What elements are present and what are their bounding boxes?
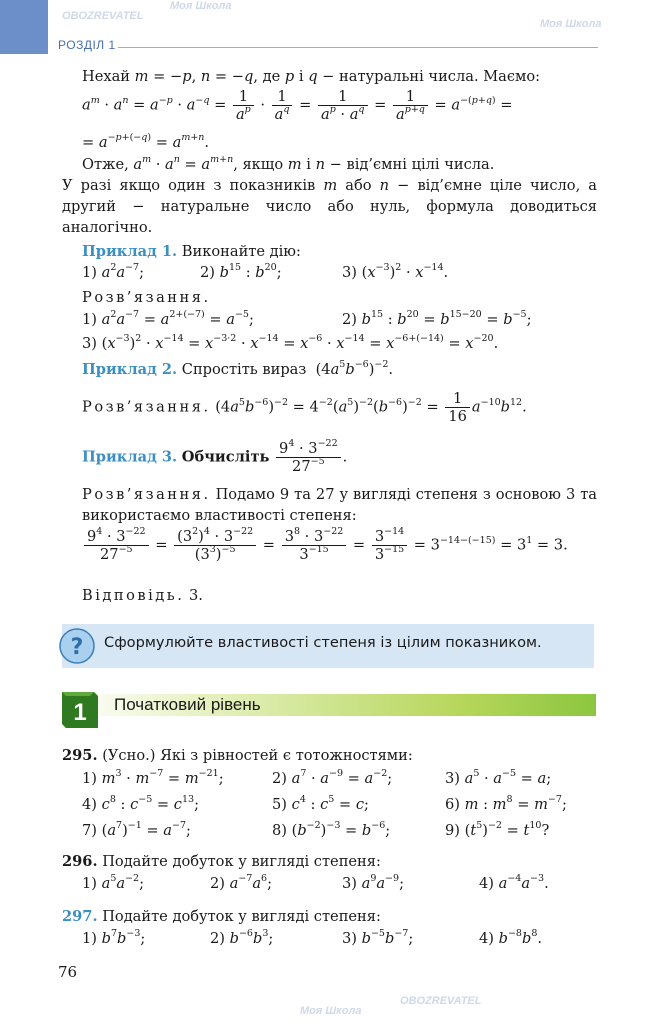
watermark: OBOZREVATEL — [62, 10, 144, 22]
example3-computation: $\frac{9^4 \cdot 3^{-22}}{27^{-5}}$ = $\frac{(3^2)^4 \cdot 3^{-22}}{(3^3)^{-5}}$ = $\frac{3^8 \cdot 3^{-22}}{3^{-15}}$ = $\frac{3^{-14}}{3^{-15}}$ = $3^{-14-(-15)} = 3^1 = 3$. — [82, 528, 597, 563]
level-title: Початковий рівень — [114, 695, 261, 714]
example3-label: Приклад 3. — [82, 448, 178, 466]
exercise-295-heading: 295. (Усно.) Які з рівностей є тотожностями: — [62, 747, 413, 764]
example1-task: Виконайте дію: — [181, 243, 301, 260]
intro-conclusion: Отже, $a^m \cdot a^n = a^{m+n}$, якщо m і n − від’ємні цілі числа. — [82, 154, 495, 173]
example2-heading: Приклад 2. Спростіть вираз $(4a^5b^{-6})^{-2}$. — [82, 359, 394, 378]
example2-task: Спростіть вираз — [181, 361, 307, 378]
section-label: РОЗДІЛ 1 — [58, 38, 116, 52]
exercise-295-row2: 4) $c^8$ : $c^{-5} = c^{13}$; 5) $c^4$ : $c^5 = c$; 6) m : $m^8 = m^{-7}$; — [82, 794, 567, 813]
watermark: Моя Школа — [170, 0, 232, 12]
page-number: 76 — [58, 963, 78, 981]
derivation-line2: = $a^{-p+(-q)} = a^{m+n}$. — [82, 132, 210, 151]
exercise-297-heading: 297. Подайте добуток у вигляді степеня: — [62, 908, 381, 925]
derivation-line1: $a^m \cdot a^n = a^{-p} \cdot a^{-q}$ = $\frac{1}{a^p}$ · $\frac{1}{a^q}$ = $\frac{1}{a^p \cdot a^q}$ = $\frac{1}{a^{p+q}}$ = $a^{-(p+q)}$ = — [82, 88, 513, 123]
watermark: Моя Школа — [540, 18, 602, 30]
corner-tab — [0, 0, 48, 54]
svg-text:?: ? — [70, 635, 84, 660]
example2-solution: Розв’язання. $(4a^5b^{-6})^{-2} = 4^{-2}(a^5)^{-2}(b^{-6})^{-2}$ = $\frac{1}{16}$ $a^{-10}b^{12}$. — [82, 390, 527, 425]
exercise-295-row3: 7) $(a^7)^{-1} = a^{-7}$; 8) $(b^{-2})^{-3} = b^{-6}$; 9) $(t^5)^{-2} = t^{10}$? — [82, 820, 550, 839]
example1-solution-3: 3) $(x^{-3})^2 \cdot x^{-14} = x^{-3\cdot 2} \cdot x^{-14} = x^{-6} \cdot x^{-14} = x^{-6+(-14)} = x^{-20}$. — [82, 333, 499, 352]
section-divider — [118, 47, 598, 48]
example1-label: Приклад 1. — [82, 243, 178, 260]
exercise-297-items: 1) $b^7b^{-3}$; 2) $b^{-6}b^3$; 3) $b^{-5}b^{-7}$; 4) $b^{-8}b^8$. — [82, 928, 543, 947]
example1-items: 1) $a^2a^{-7}$; 2) $b^{15}$ : $b^{20}$; 3) $(x^{-3})^2 \cdot x^{-14}$. — [82, 262, 449, 281]
intro-conclusion-cont: У разі якщо один з показників m або n − від’ємне ціле число, а другий − натуральне число або нуль, формула доводиться аналогічно. — [62, 177, 597, 236]
example1-solution-1-2: 1) $a^2a^{-7} = a^{2+(-7)} = a^{-5}$; 2) $b^{15}$ : $b^{20} = b^{15-20} = b^{-5}$; — [82, 309, 532, 328]
example3-answer: Відповідь. 3. — [82, 587, 203, 604]
watermark: OBOZREVATEL — [400, 995, 482, 1007]
level-badge-icon — [58, 688, 102, 730]
svg-text:1: 1 — [73, 699, 87, 726]
exercise-296-heading: 296. Подайте добуток у вигляді степеня: — [62, 853, 381, 870]
example3-solution: Розв’язання. Подамо 9 та 27 у вигляді степеня з основою 3 та використаємо властивості степеня: — [82, 486, 597, 524]
exercise-296-items: 1) $a^5a^{-2}$; 2) $a^{-7}a^6$; 3) $a^9a^{-9}$; 4) $a^{-4}a^{-3}$. — [82, 873, 549, 892]
example3-task: Обчисліть — [181, 448, 270, 466]
exercise-295-number: 295. — [62, 747, 98, 764]
intro-line1: Нехай m = −p, n = −q, де p і q − натуральні числа. Маємо: — [82, 68, 541, 85]
question-text: Сформулюйте властивості степеня із цілим показником. — [104, 634, 542, 651]
intro-block — [82, 66, 597, 87]
exercise-296-number: 296. — [62, 853, 98, 870]
example1-solution-label: Розв’язання. — [82, 289, 211, 306]
example1-heading — [82, 241, 597, 262]
example2-label: Приклад 2. — [82, 361, 178, 378]
watermark: Моя Школа — [300, 1005, 362, 1017]
example3-heading: Приклад 3. Обчисліть $\frac{9^4 \cdot 3^{-22}}{27^{-5}}$ . — [82, 438, 348, 475]
question-mark-icon — [58, 626, 96, 666]
exercise-297-number: 297. — [62, 908, 98, 925]
exercise-295-row1: 1) $m^3 \cdot m^{-7} = m^{-21}$; 2) $a^7 \cdot a^{-9} = a^{-2}$; 3) $a^5 \cdot a^{-5} = a$; — [82, 768, 552, 787]
